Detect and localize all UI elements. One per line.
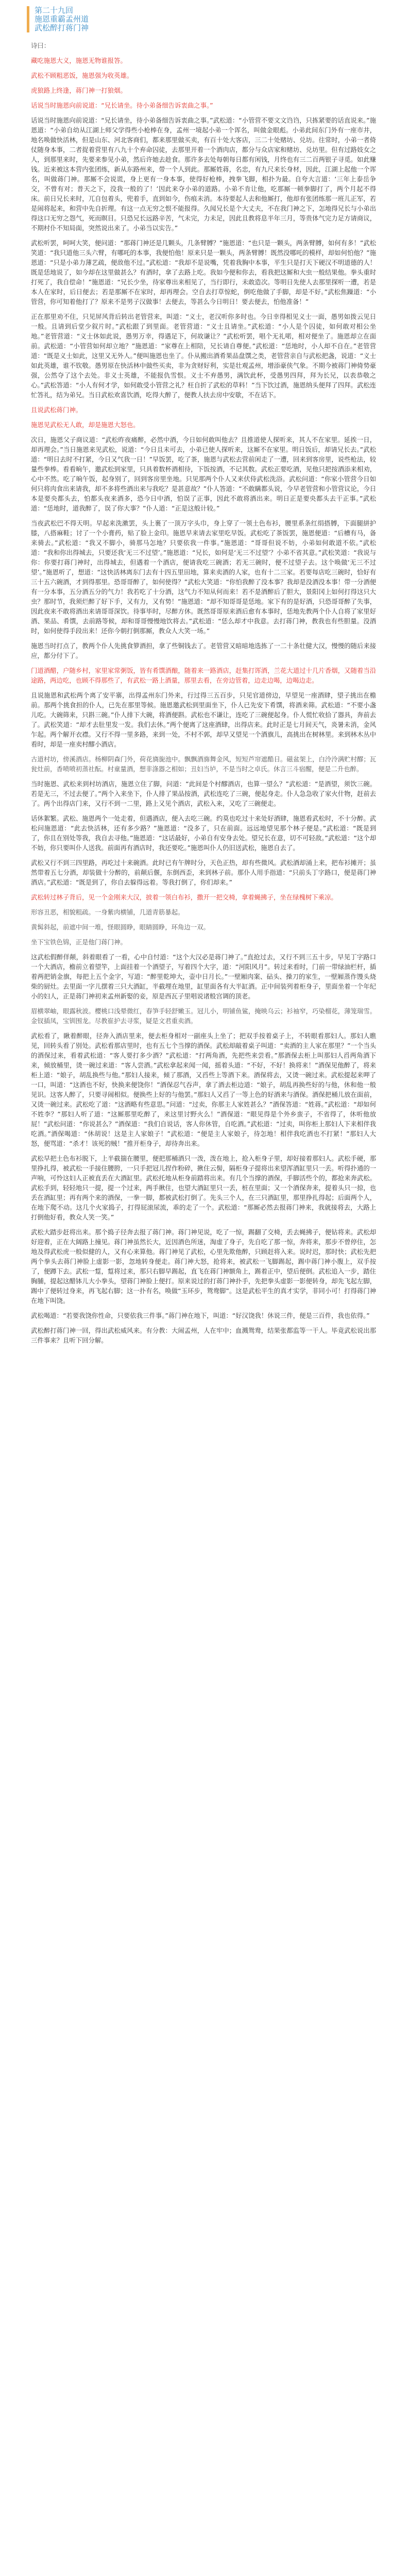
paragraph: 施恩见武松无人敢，却是施恩大怒也。 [31, 421, 140, 429]
paragraph: 话说当时施恩向前说道：“兄长请坐，待小弟备细告诉衷曲之事。”武松道：“小管营不要文文诌诌，只拣紧要的话直说来。”施恩道：“小弟自幼从江湖上师父学得些小枪棒在身，孟州一境起小弟一个诨名，叫做金眼彪。小弟此间东门外有一座市井，地名唤做快活林，但是山东、河北客商们，都来那里做买卖，有百十处大客店，三二十处赌坊、兑坊。往常时，小弟一者倚仗随身本事，二者捉着营里有八九十个弃命囚徒，去那里开着一个酒肉店，都分与众店家和赌坊、兑坊里。但有过路妓女之人，到那里来时，先要来参见小弟，然后许她去趁食。那许多去处每朝每日都有闲钱，月终也有三二百两银子寻觅。如此赚钱。近来被这本营内张团练，新从东路州来，带一个人到此。那厮姓蒋，名忠，有九尺来长身材，因此，江湖上起他一个诨名，叫做蒋门神。那厮不会说谎，身上更有一身本事，使得好枪棒，拽拳飞脚，相扑为最。自夸大言道：‘三年上泰岳争交，不曾有对；普天之下，没我一般的了！’因此来夺小弟的道路。小弟不肯让他，吃那厮一顿拳脚打了，两个月起不得床。前日兄长来时，兀自包着头，兜着手，直到如今，伤痕未消。本待要起人去和他厮打，他却有张团练那一班儿正军，若是闹将起来，和营中先自折理。有这一点无穷之恨不能报得。久闻兄长是个大丈夫，不在我门神之下，怎地得兄长与小弟出得这口无穷之怨气，死而瞑目。只恐兄长远路辛苦，气未完，力未足，因此且教将息半年三月，等贵体气完力足方请商议，不期村仆不知局面，突然说出来了。小弟当以实告。” [31, 116, 376, 232]
paragraph: 且说武松蒋门神。 [31, 406, 82, 414]
paragraph: 形容丑恶，相貌粗疏。一身紫肉横铺，几道青筋暴起。 [31, 908, 184, 916]
paragraph: 武松早把土色布衫脱下，上半截揣在腰里，便把那桶酒只一泼，泼在地上，抢入柜身子里，却好接着那妇人。武松手硬，那里挣扎得，被武松一手接住腰胯，一只手把冠儿捏作粉碎，揪住云髻，隔柜身子提将出来望浑酒缸里只一丢。听得扑通的一声响，可怜这妇人正被直丢在大酒缸里。武松托地从柜身前踏将出来。有几个当撑的酒保，手脚活些个的，都抢来奔武松。武松手到，轻轻地只一提，提一个过来，两手揪住，也望大酒缸里只一丢，桩在里面；又一个酒保奔来，提着头只一掠，也丢在酒缸里；再有两个来的酒保，一拳一脚，都被武松打倒了。先头三个人，在三只酒缸里，那里挣扎得起；后面两个人，在地下爬不动。这几个火家捣子，打得屁滚尿流，乖的走了一个。武松道：“那厮必然去报蒋门神来，我就接将去，大路上打倒他好看，教众人笑一笑。” [31, 1155, 376, 1221]
paragraph: 虎狼路上终逢，蒋门神一打狼烟。 [31, 87, 127, 94]
paragraph: 正在那里劝不住，只见屏风背后转出老管营来，叫道：“义士，老汉听你多时也。今日幸得相见义士一面，愚男如拨云见日一般。且请到后堂少叙片时。”武松跟了到里面。老管营道：“义士且请坐。”武松道：“小人是个囚徒，如何敢对相公坐地。”老管营道：“义士休如此说，愚男万幸，得遇足下，何故谦让？”武松听罢，唱个无礼喏，相对便坐了。施恩却立在面前。武松道：“小管营如何却立地？”施恩道：“家尊在上相陪，兄长请自尊便。”武松道：“恁地时，小人却不自在。”老管营道：“既是义士如此，这里又无外人。”便叫施恩也坐了。仆从搬出酒肴果品盘馔之类，老管营亲自与武松把盏，说道：“义士如此英雄，谁不钦敬。愚男原在快活林中做些买卖，非为贪财好利，实是壮观孟州，增添豪侠气象。不期今被蒋门神倚势豪强，公然夺了这个去处。非义士英雄，不能报仇雪恨。义士不弃愚男，满饮此杯，受愚男四拜，拜为长兄，以表恭敬之心。”武松答道：“小人有何才学，如何敢受小管营之礼？枉自折了武松的草料！”当下饮过酒，施恩纳头便拜了四拜。武松连忙答礼，结为弟兄。当日武松欢喜饮酒，吃得大醉了，便教人扶去房中安歇，不在话下。 [31, 313, 376, 399]
paragraph: 眉横翠岫，眼露秋波。樱桃口浅晕微红，春笋手轻舒嫩玉。冠儿小，明铺鱼鲨，掩映乌云；衫袖窄，巧染榴花，薄笼瑞雪。金钗插凤，宝钏围龙。尽教崔护去寻浆，疑是文君重卖酒。 [31, 1007, 376, 1025]
paragraph: 话说当时施恩向前说道：“兄长请坐。待小弟备细告诉衷曲之事。” [31, 101, 213, 109]
chapter-number: 第二十九回 [35, 6, 74, 15]
chapter-body [31, 41, 376, 1345]
paragraph: 门道酒醋，户随乡村，家里家常粥饭，皆有肴馔酒酿，随着来一路酒店，赶集打诨酒，兰花大道过十几片香烟，又随着当沿途路，两边吃，也顾不得那些了，有武松一路上酒量，那里去看，在旁边管着，边走边喝，边喝边走。 [31, 667, 376, 684]
paragraph: 黄髯斜起，前遮中间一堆，怪眼圆睁，眼睛圆睁，环角边一双。 [31, 923, 210, 931]
paragraph: 武松转过林子背后，见一个金刚来大汉，披着一领白布衫，撒开一把交椅，拿着蝇拂子，坐在绿槐树下乘凉。 [31, 893, 337, 901]
paragraph: 这武松假醉佯颠，斜着眼看了一看，心中自忖道：“这个大汉必是蒋门神了。”直抢过去，又行不到三五十步，早见丁字路口一个大酒店，檐前立着望竿，上面挂着一个酒望子，写着四个大字，道：“河阳风月”。转过来看时，门前一带绿油栏杆，插着两把销金旗，每把上五个金字，写道：“醉里乾坤大，壶中日月长。”一壁厢肉案、砧头、操刀的家生，一壁厢蒸作馒头烧柴的厨灶。去里面一字儿摆着三只大酒缸，半截埋在地里，缸里面各有大半缸酒。正中间装列着柜身子，里面坐着一个年纪小的妇人，正是蒋门神初来孟州新娶的妾，原是西瓦子里唱说诸般宫调的顶老。 [31, 953, 376, 1000]
paragraph: 当夜武松巴不得天明。早起来洗漱罢，头上裹了一顶万字头巾，身上穿了一领土色布衫，腰里系条红绢搭膊，下面腿絣护膝，八搭麻鞋；讨了一个小膏药，贴了脸上金印。施恩早来请去家里吃早饭。武松吃了茶饭罢，施恩便道：“后槽有马，备来骑去。”武松道：“我又不脚小，骑那马怎地？只要依我一件事。”施恩道：“哥哥但说不妨，小弟如何敢道不依。”武松道：“我和你出得城去，只要还我‘无三不过望’。”施恩道：“兄长，如何是‘无三不过望’？小弟不省其意。”武松笑道：“我说与你：你要打蒋门神时，出得城去，但遇着一个酒店，便请我吃三碗酒；若无三碗时，便不过望子去。这个唤做‘无三不过望’。”施恩听了，想道：“这快活林离东门去有十四五里田地，算来卖酒的人家，也有十二三家。若要每店吃三碗时，恰好有三十五六碗酒，才到得那里。恐哥哥醉了，如何使得？”武松大笑道：“你怕我醉了没本事？我却是没酒没本事！带一分酒便有一分本事，五分酒五分的气力！我若吃了十分酒，这气力不知从何而来！若不是酒醉后了胆大，景阳冈上如何打得这只大虫？那时节，我须烂醉了好下手，又有力，又有势！”施恩道：“却不知哥哥是恁地。家下有的是好酒，只恐哥哥醉了失事，因此夜来不敢将酒出来请哥哥深饮。待事毕时，尽醉方休。既然哥哥原来酒后愈有本事时，恁地先教两个仆人自将了家里好酒、果品、肴馔，去前路等候，却和哥哥慢慢地饮将去。”武松道：“恁么却才中我意。去打蒋门神，教我也有些胆量。没酒时，如何使得手段出来！还你今朝打倒那厮，教众人大笑一场。” [31, 519, 376, 635]
chapter-title-line1: 施恩重霸孟州道 [35, 14, 89, 24]
paragraph: 话休絮繁。武松、施恩两个一处走着，但遇酒店，便入去吃三碗。约莫也吃过十来处好酒肆，施恩看武松时，不十分醉。武松问施恩道：“此去快活林，还有多少路？”施恩道：“没多了，只在前面。远远地望见那个林子便是。”武松道：“既是到了，你且在别处等我，我自去寻他。”施恩道：“这话最好，小弟自有安身去处。望兄长在意，切不可轻敌。”武松道：“这个却不妨，你只要叫仆人送我。前面再有酒店时，我还要吃。”施恩叫仆人仍旧送武松，施恩自去了。 [31, 815, 376, 852]
paragraph: 武松醉打蒋门神一回，得出武松威风来。有分教：大闹孟州，人在牢中；血溅鸳鸯，结果张都监等一干人。毕竟武松说出那三件事来？且听下回分解。 [31, 1327, 376, 1344]
chapter-header [27, 6, 407, 32]
paragraph: 坐下宝铁色锦，正是他门蒋门神。 [31, 938, 127, 946]
paragraph: 且说施恩和武松两个离了安平寨，出得孟州东门外来，行过得三五百步，只见官道傍边，早望见一座酒肆，望子挑出在檐前。那两个挑食担的仆人，已先在那里等候。施恩邀武松到里面坐下，仆人已先安下肴馔，将酒来筛。武松道：“不要小盏儿吃。大碗筛来，只斟三碗。”仆人排下大碗，将酒便斟。武松也不谦让，连吃了三碗便起身。仆人慌忙收拾了器具，奔前去了。武松笑道：“却才去肚里发一发。我们去休。”两个便离了这座酒肆，出得店来。此时正是七月间天气，炎暑未消，金风乍起。两个解开衣襟。又行不得一里多路，来到一处，不村不郭，却早又望见一个酒旗儿，高挑出在树林里。来到林木丛中看时，却是一座卖村醪小酒店。 [31, 691, 376, 748]
paragraph: 武松看了，瞅着醉眼，径奔入酒店里来，便去柜身相对一副座头上坐了；把双手按着桌子上，不转眼看那妇人。那妇人瞧见，回转头看了别处。武松看那店里时，也有五七个当撑的酒保。武松却敲着桌子叫道：“卖酒的主人家在那里？”一个当头的酒保过来，看着武松道：“客人要打多少酒？”武松道：“打两角酒，先把些来尝看。”那酒保去柜上叫那妇人舀两角酒下来，倾放桶里，烫一碗过来道：“客人尝酒。”武松拿起来闻一闻，摇着头道：“不好，不好！换将来！”酒保见他醉了，将来柜上道：“娘子，胡乱换些与他。”那妇人接来，倾了那酒，又舀些上等酒下来。酒保将去，又烫一碗过来。武松提起来呷了一口，叫道：“这酒也不好，快换来便饶你！”酒保忍气吞声，拿了酒去柜边道：“娘子，胡乱再换些好的与他，休和他一般见识。这客人醉了，只要寻闹相似。便换些上好的与他罢。”那妇人又舀了一等上色的好酒来与酒保。酒保把桶儿放在面前，又烫一碗过来。武松吃了道：“这酒略有些意思。”问道：“过卖，你那主人家姓甚么？”酒保答道：“姓蒋。”武松道：“却如何不姓李？”那妇人听了道：“这厮那里吃醉了，来这里讨野火么！”酒保道：“眼见得是个外乡蛮子，不省得了，休听他放屁！”武松问道：“你说甚么？”酒保道：“我们自说话，客人你休管，自吃酒。”武松道：“过卖，叫你柜上那妇人下来相伴我吃酒。”酒保喝道：“休胡说！这是主人家娘子！”武松道：“便是主人家娘子，待怎地！相伴我吃酒也不打紧！”那妇人大怒，便骂道：“杀才！该死的贼！”推开柜身子，却待奔出来。 [31, 1032, 376, 1147]
chapter-title-line2: 武松醉打蒋门神 [35, 23, 89, 32]
paragraph: 武松大踏步赶将出来。那个捣子径奔去报了蒋门神。蒋门神见说，吃了一惊，踢翻了交椅，丢去蝇拂子，便钻将来。武松却好迎着，正在大阔路上撞见。蒋门神虽然长大，近因酒色所迷，淘虚了身子，先自吃了那一惊，奔将来，那步不曾停住，怎地及得武松虎一般似健的人，又有心来算他。蒋门神见了武松，心里先欺他醉，只顾赶将入来。说时迟，那时快；武松先把两个拳头去蒋门神脸上虚影一影，忽地转身便走。蒋门神大怒，抢将来，被武松一飞脚踢起，踢中蒋门神小腹上，双手按了，便蹲下去。武松一踅，踅将过来，那只右脚早踢起，直飞在蒋门神额角上，踢着正中，望后便倒。武松追入一步，踏住胸脯，提起这醋钵儿大小拳头，望蒋门神脸上便打。原来说过的打蒋门神扑手，先把拳头虚影一影便转身，却先飞起左脚，踢中了便转过身来，再飞起右脚；这一扑有名，唤做“玉环步，鸳鸯脚”。这是武松平生的真才实学，非同小可！打得蒋门神在地下叫饶。 [31, 1228, 376, 1304]
paragraph: 武松不顾粗恶饭，施恩强为收英雄。 [31, 72, 133, 79]
paragraph: 藏吃施恩大义，施恩无物谁报答。 [31, 57, 127, 64]
paragraph: 武松听罢，呵呵大笑，便问道：“那蒋门神还是几颗头，几条臂膊？”施恩道：“也只是一颗头，两条臂膊，如何有多！”武松笑道：“我只道他三头六臂，有哪吒的本事，我便怕他！原来只是一颗头，两条臂膊！既然没哪吒的模样，却如何怕他？”施恩道：“只是小弟力薄艺疏，便敌他不过。”武松道：“我却不是说嘴，凭着我胸中本事，平生只是打天下硬汉不明道德的人！既是恁地说了，如今却在这里做甚么？有酒时，拿了去路上吃。我如今便和你去，看我把这厮和大虫一般结果他。拳头重时打死了，我自偿命！”施恩道：“兄长少坐，待家尊出来相见了，当行即行，未敢造次。等明日先使人去那里探听一遭，若是本人在家时，后日便去；若是那厮不在家时，却再理会。空自去打草惊蛇，倒吃他做了手脚，却是不好。”武松焦躁道：“小管营，你可知着他打了？原来不是男子汉做事！去便去，等甚么今日明日！要去便去，怕他准备！” [31, 239, 376, 306]
paragraph: 武松喝道：“若要我饶你性命，只要依我三件事。”蒋门神在地下，叫道：“好汉饶我！休说三件，便是三百件，我也依得。” [31, 1312, 370, 1319]
paragraph: 古道村坊，傍溪酒店。杨柳阴森门外，荷花旖旎池中。飘飘酒旆舞金风，短短芦帘遮酷日。磁盆架上，白泠泠满贮村醪；瓦瓮灶前，香喷喷初蒸社酝。村童量酒，想非涤器之相如；丑妇当垆，不是当时之卓氏。休言三斗宿醒，便是二升也醉。 [31, 755, 376, 773]
paragraph: 当时施恩、武松来到村坊酒店，施恩立住了脚，问道：“此间是个村醪酒店，也算一望么？”武松道：“是酒望，须饮三碗。若是无三，不过去便了。”两个入来坐下，仆人排了果品按酒，武松连吃了三碗，便起身走。仆人急急收了家火什物，赶前去了。两个出得店门来，又行不到一二里，路上又见个酒店，武松入来，又吃了三碗便走。 [31, 780, 376, 807]
paragraph: 诗曰： [31, 42, 50, 49]
paragraph: 次日，施恩父子商议道：“武松昨夜痛醉，必然中酒，今日如何敢叫他去？且推道使人探听来，其人不在家里。延挨一日，却再理会。”当日施恩来见武松，说道：“今日且未可去，小弟已使人探听来，这厮不在家里。明日饭后，却请兄长去。”武松道：“明日去时不打紧，今日又气我一日！”早饭罢，吃了茶，施恩与武松去营前闲走了一遭，回来到客房里，说些枪法，较量些拳棒。看看晌午，邀武松到家里，只具着数杯酒相待，下饭按酒，不记其数。武松正要吃酒，见他只把按酒添来相劝，心中不然。吃了晌午饭，起身别了，回到客房里坐地。只见那两个仆人又来伏侍武松洗浴。武松问道：“你家小管营今日如何只将肉食出来请我，却不多将些酒出来与我吃？是甚意故？”仆人答道：“不敢瞒都头说，今早老管营和小管营议论，今日本是要央都头去，怕都头夜来酒多，恐今日中酒，怕误了正事，因此不敢将酒出来。明日正是要央都头去干正事。”武松道：“恁地时，道我醉了，误了你大事？”仆人道：“正是这般计较。” [31, 436, 376, 512]
paragraph: 武松又行不到三四里路，再吃过十来碗酒。此时已有午牌时分，天色正热，却有些微风。武松酒却涌上来，把布衫摊开；虽然带着五七分酒，却装做十分醉的，前颠后偃，东倒西歪，来到林子前。那仆人用手指道：“只前头丁字路口，便是蒋门神酒店。”武松道：“既是到了，你自去躲得远着。等我打倒了，你们却来。” [31, 859, 376, 886]
paragraph: 施恩当时打点了，教两个仆人先挑食箩酒担，拿了些铜钱去了。老管营又暗暗地选拣了一二十条壮健大汉，慢慢的随后来接应，都分付下了。 [31, 642, 376, 659]
